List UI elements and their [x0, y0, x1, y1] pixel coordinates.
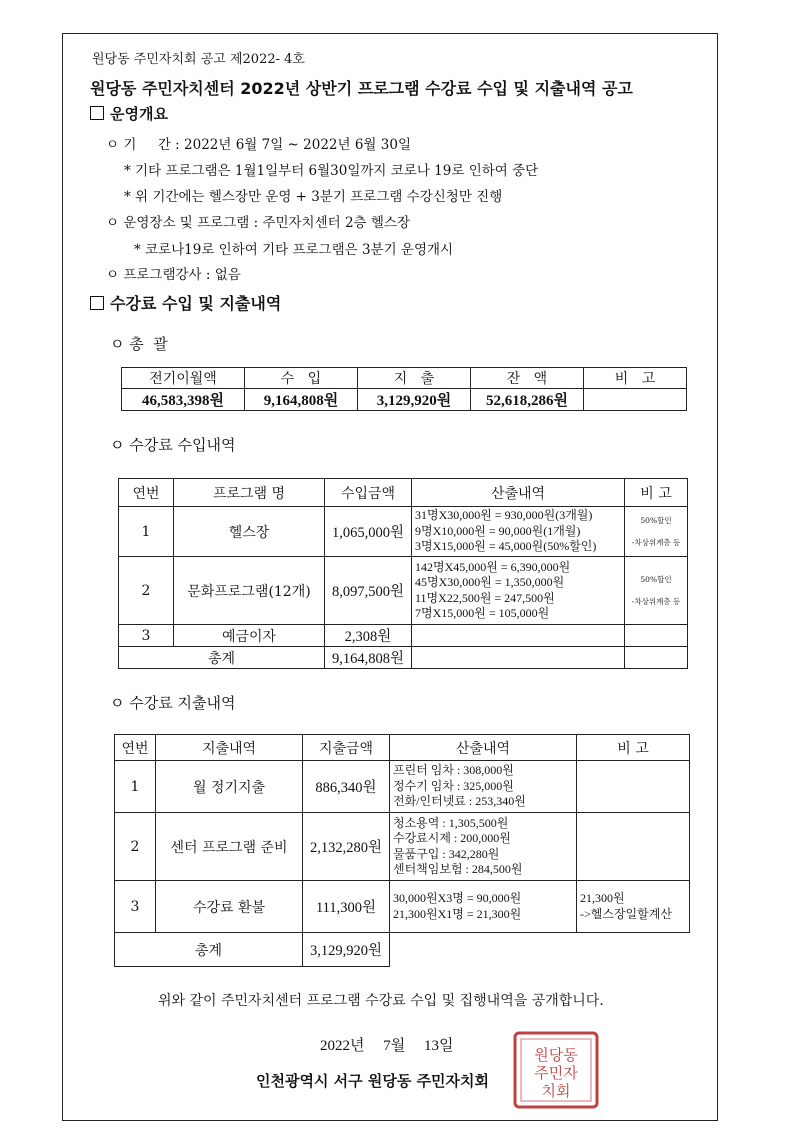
- table-row: [119, 625, 688, 647]
- income-total-label: 총계: [119, 647, 325, 669]
- expense-header: 지출내역: [156, 735, 303, 761]
- note-line: 50%할인: [640, 515, 672, 525]
- calc-line: 수강료시제 : 200,000원: [393, 831, 511, 845]
- note-3: * 코로나19로 인하여 기타 프로그램은 3분기 운영개시: [134, 242, 454, 258]
- row-note: [577, 813, 690, 881]
- income-amount: 2,308원: [325, 625, 412, 647]
- expense-amount: 111,300원: [303, 881, 390, 933]
- row-note: [625, 557, 688, 625]
- note-2: * 위 기간에는 헬스장만 운영 + 3분기 프로그램 수강신청만 진행: [124, 189, 503, 205]
- official-seal: [512, 1030, 600, 1110]
- expense-header-row: [115, 735, 690, 761]
- checkbox-square-icon: [90, 296, 104, 310]
- row-note: [625, 625, 688, 647]
- calc-line: 21,300원X1명 = 21,300원: [393, 906, 522, 921]
- summary-header: 지 출: [358, 368, 471, 389]
- calculation-detail: [412, 557, 625, 625]
- calculation-detail: [412, 625, 625, 647]
- calc-line: 정수기 임차 : 325,000원: [393, 778, 514, 793]
- place-line: ㅇ 운영장소 및 프로그램 : 주민자치센터 2층 헬스장: [106, 215, 410, 231]
- row-note: [577, 761, 690, 813]
- calc-line: 31명X30,000원 = 930,000원(3개월): [415, 508, 593, 523]
- summary-note-value: [584, 389, 687, 411]
- expense-header: 산출내역: [390, 735, 577, 761]
- page-title: 원당동 주민자치센터 2022년 상반기 프로그램 수강료 수입 및 지출내역 공고: [90, 79, 633, 98]
- calculation-detail: [412, 647, 625, 669]
- closing-statement: 위와 같이 주민자치센터 프로그램 수강료 수입 및 집행내역을 공개합니다.: [158, 993, 604, 1009]
- organization-name: 인천광역시 서구 원당동 주민자치회: [256, 1072, 490, 1090]
- period-line: [106, 133, 411, 153]
- checkbox-square-icon: [90, 106, 104, 120]
- period-label: ㅇ 기 간 :: [106, 137, 180, 153]
- income-header: 수입금액: [325, 479, 412, 507]
- note-line: 50%할인: [640, 574, 672, 584]
- expense-header: 지출금액: [303, 735, 390, 761]
- instructor-line: ㅇ 프로그램강사 : 없음: [106, 267, 241, 283]
- table-row: [119, 557, 688, 625]
- expense-total: 3,129,920원: [303, 933, 390, 967]
- expense-total-label: 총계: [115, 933, 303, 967]
- table-row: [115, 881, 690, 933]
- summary-value-row: [122, 389, 687, 411]
- summary-header: 잔 액: [471, 368, 584, 389]
- calc-line: 142명X45,000원 = 6,390,000원: [415, 559, 571, 574]
- table-row: [115, 761, 690, 813]
- calculation-detail: [390, 881, 577, 933]
- income-total: 9,164,808원: [325, 647, 412, 669]
- table-row: [115, 813, 690, 881]
- calc-line: 11명X22,500원 = 247,500원: [415, 590, 555, 605]
- expense-header: 비 고: [577, 735, 690, 761]
- program-name: 헬스장: [174, 507, 325, 557]
- income-amount: 1,065,000원: [325, 507, 412, 557]
- calc-line: 9명X10,000원 = 90,000원(1개월): [415, 523, 581, 538]
- row-number: 2: [119, 557, 174, 625]
- expense-amount: 886,340원: [303, 761, 390, 813]
- calc-line: 전화/인터넷료 : 253,340원: [393, 794, 526, 809]
- expense-header: 연번: [115, 735, 156, 761]
- section-overview-label: 운영개요: [110, 105, 168, 123]
- income-label: ㅇ 수강료 수입내역: [110, 436, 236, 454]
- income-value: 9,164,808원: [245, 389, 358, 411]
- row-note: [625, 647, 688, 669]
- period-value: 2022년 6월 7일 ~ 2022년 6월 30일: [184, 137, 411, 153]
- calculation-detail: [390, 761, 577, 813]
- summary-header-row: [122, 368, 687, 389]
- note-line: -차상위계층 등: [631, 596, 681, 606]
- issue-date: 2022년 7월 13일: [320, 1038, 454, 1054]
- notice-number: 원당동 주민자치회 공고 제2022- 4호: [92, 52, 305, 67]
- summary-header: 비 고: [584, 368, 687, 389]
- note-line: ->헬스장일할계산: [580, 906, 672, 921]
- section-overview-heading: [90, 103, 168, 124]
- row-note: [625, 507, 688, 557]
- expense-label: ㅇ 수강료 지출내역: [110, 694, 236, 712]
- calc-line: 45명X30,000원 = 1,350,000원: [415, 575, 565, 589]
- row-number: 3: [115, 881, 156, 933]
- calc-line: 7명X15,000원 = 105,000원: [415, 606, 550, 620]
- expense-name: 수강료 환불: [156, 881, 303, 933]
- expense-name: 센터 프로그램 준비: [156, 813, 303, 881]
- svg-text:원당동: 원당동: [534, 1046, 578, 1064]
- calc-line: 30,000원X3명 = 90,000원: [393, 891, 522, 905]
- section-finance-heading: [90, 291, 281, 314]
- calc-line: 센터책임보험 : 284,500원: [393, 862, 523, 876]
- summary-label: ㅇ 총 괄: [110, 335, 168, 353]
- expense-name: 월 정기지출: [156, 761, 303, 813]
- income-table: [118, 478, 688, 669]
- table-row: [119, 507, 688, 557]
- note-line: 21,300원: [580, 891, 625, 905]
- income-amount: 8,097,500원: [325, 557, 412, 625]
- summary-header: 전기이월액: [122, 368, 245, 389]
- row-number: 3: [119, 625, 174, 647]
- svg-text:주민자: 주민자: [534, 1064, 578, 1082]
- calc-line: 청소용역 : 1,305,500원: [393, 815, 509, 830]
- expense-value: 3,129,920원: [358, 389, 471, 411]
- income-total-row: [119, 647, 688, 669]
- row-note: [577, 881, 690, 933]
- income-header: 연번: [119, 479, 174, 507]
- balance-value: 52,618,286원: [471, 389, 584, 411]
- row-number: 1: [119, 507, 174, 557]
- income-header: 비 고: [625, 479, 688, 507]
- note-1: * 기타 프로그램은 1월1일부터 6월30일까지 코로나 19로 인하여 중단: [124, 163, 539, 179]
- calc-line: 물품구입 : 342,280원: [393, 846, 500, 861]
- carryover-value: 46,583,398원: [122, 389, 245, 411]
- income-header: 산출내역: [412, 479, 625, 507]
- row-number: 2: [115, 813, 156, 881]
- program-name: 문화프로그램(12개): [174, 557, 325, 625]
- section-finance-label: 수강료 수입 및 지출내역: [110, 294, 282, 313]
- expense-table: [114, 734, 690, 967]
- svg-text:치회: 치회: [541, 1082, 571, 1100]
- summary-table: [121, 367, 687, 411]
- calculation-detail: [412, 507, 625, 557]
- expense-amount: 2,132,280원: [303, 813, 390, 881]
- note-line: -차상위계층 등: [631, 537, 681, 547]
- calculation-detail: [390, 813, 577, 881]
- row-number: 1: [115, 761, 156, 813]
- calc-line: 프린터 임차 : 308,000원: [393, 763, 514, 778]
- summary-header: 수 입: [245, 368, 358, 389]
- expense-total-row: [115, 933, 690, 967]
- income-header-row: [119, 479, 688, 507]
- program-name: 예금이자: [174, 625, 325, 647]
- income-header: 프로그램 명: [174, 479, 325, 507]
- calc-line: 3명X15,000원 = 45,000원(50%할인): [415, 539, 597, 554]
